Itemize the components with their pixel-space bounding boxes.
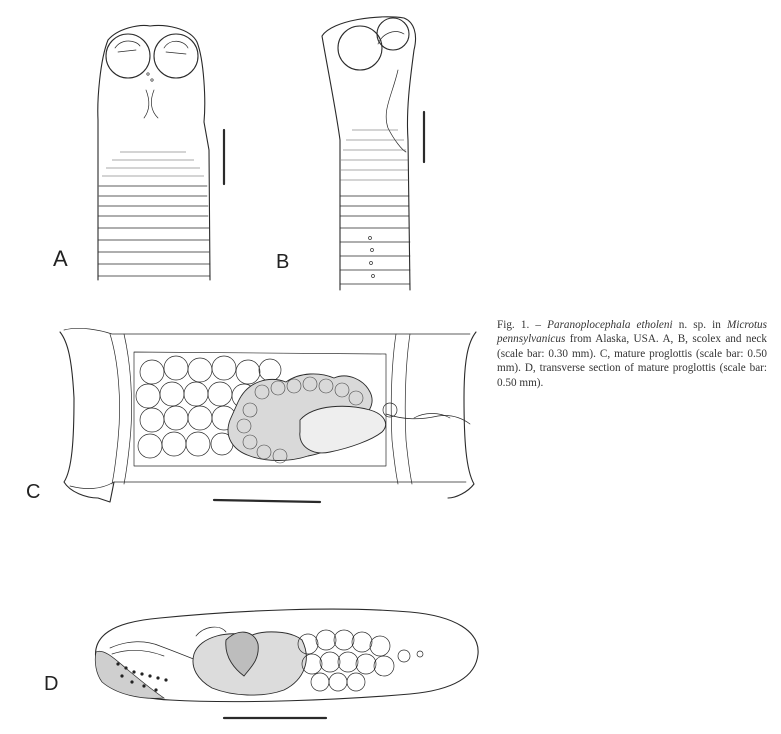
panel-label-b: B (276, 251, 290, 273)
transverse-section-drawing (95, 609, 478, 718)
figure-caption (497, 318, 767, 390)
caption-rest: from Alaska, USA. A, B, scolex and neck (scale bar: 0.30 mm). C, mature proglottis (scale bar: 0.50 mm). D, transverse section of mature proglottis (scale bar: 0.50 mm). (497, 333, 767, 389)
panel-label-c: C (26, 481, 41, 503)
caption-mid: n. sp. in (672, 319, 728, 331)
scale-bar-c (214, 500, 320, 502)
scolex-lateral-drawing (322, 17, 424, 290)
caption-host: Microtus pennsylvanicus (497, 319, 767, 346)
caption-species: Paranoplocephala etholeni (547, 319, 673, 331)
caption-prefix: Fig. 1. – (497, 319, 548, 331)
panel-label-d: D (44, 673, 59, 695)
mature-proglottis-drawing (60, 328, 476, 502)
scolex-front-drawing (98, 26, 224, 280)
panel-label-a: A (53, 246, 68, 271)
